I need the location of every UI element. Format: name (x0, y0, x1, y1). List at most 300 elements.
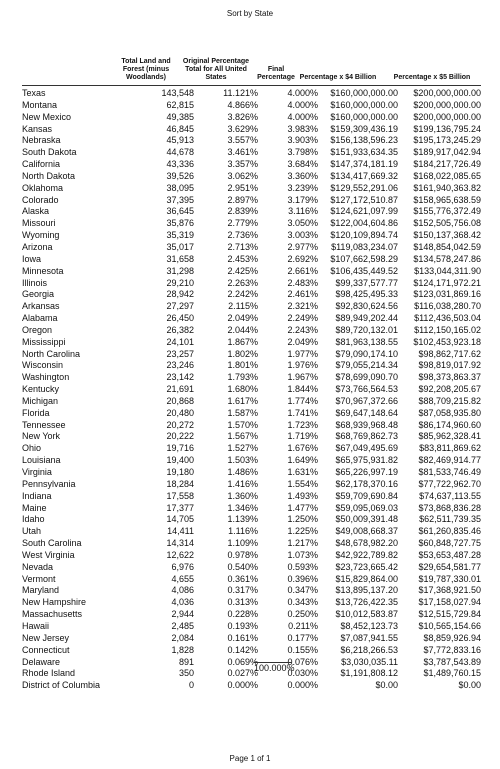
amount-five-billion: $152,505,756.08 (413, 218, 481, 229)
page-title: Sort by State (226, 9, 274, 18)
amount-five-billion: $200,000,000.00 (413, 111, 481, 122)
original-percentage: 1.346% (227, 502, 258, 513)
final-percentage: 0.396% (287, 573, 318, 584)
state-name: South Carolina (22, 538, 82, 549)
amount-four-billion: $120,109,894.74 (330, 230, 398, 241)
table-header (0, 44, 500, 86)
table-row (22, 124, 481, 136)
table-row (22, 443, 481, 455)
amount-four-billion: $122,004,604.86 (330, 218, 398, 229)
final-percentage: 3.360% (287, 170, 318, 181)
state-name: Hawaii (22, 620, 50, 631)
original-percentage: 0.069% (227, 656, 258, 667)
amount-five-billion: $61,260,835.46 (418, 526, 481, 537)
amount-four-billion: $160,000,000.00 (330, 111, 398, 122)
land-area: 143,548 (161, 88, 194, 98)
original-percentage: 0.000% (227, 680, 258, 691)
state-name: North Dakota (22, 170, 76, 181)
state-name: Pennsylvania (22, 478, 76, 489)
final-percentage: 2.461% (287, 289, 318, 300)
table-row (22, 135, 481, 147)
header-divider (22, 85, 481, 86)
final-percentage: 4.000% (287, 111, 318, 122)
land-area: 20,272 (166, 419, 194, 430)
table-row (22, 301, 481, 313)
original-percentage: 2.049% (227, 313, 258, 324)
final-percentage: 3.116% (288, 206, 318, 217)
original-percentage: 2.713% (227, 241, 258, 252)
amount-four-billion: $42,922,789.82 (335, 549, 398, 560)
amount-four-billion: $68,769,862.73 (335, 431, 398, 442)
amount-four-billion: $98,425,495.33 (335, 289, 398, 300)
amount-five-billion: $29,654,581.77 (418, 561, 481, 572)
state-name: Montana (22, 99, 58, 110)
final-percentage: 0.030% (287, 668, 318, 679)
table-row (22, 230, 481, 242)
amount-five-billion: $1,489,760.15 (423, 668, 481, 679)
state-name: Maine (22, 502, 47, 513)
land-area: 18,284 (166, 478, 194, 489)
original-percentage: 0.228% (227, 609, 258, 620)
amount-five-billion: $73,868,836.28 (418, 502, 481, 513)
land-area: 2,485 (171, 620, 194, 631)
header-four-billion: Percentage x $4 Billion (299, 74, 377, 81)
final-percentage: 0.000% (287, 680, 318, 691)
final-percentage-total: 100.000% (254, 663, 295, 673)
land-area: 36,645 (166, 206, 194, 217)
table-row (22, 313, 481, 325)
state-name: Nebraska (22, 135, 61, 146)
table-row (22, 645, 481, 657)
amount-five-billion: $83,811,869.62 (419, 443, 481, 454)
amount-four-billion: $62,178,370.16 (335, 478, 398, 489)
amount-four-billion: $92,830,624.56 (335, 301, 398, 312)
land-area: 35,876 (166, 218, 194, 229)
final-percentage: 1.631% (287, 467, 318, 477)
table-row (22, 657, 481, 669)
state-name: Oregon (22, 324, 53, 335)
original-percentage: 4.866% (227, 99, 258, 110)
land-area: 62,815 (166, 99, 194, 110)
final-percentage: 0.347% (287, 585, 318, 596)
amount-five-billion: $200,000,000.00 (413, 88, 481, 98)
final-percentage: 1.217% (287, 538, 318, 549)
final-percentage: 2.661% (287, 265, 318, 276)
amount-five-billion: $53,653,487.28 (418, 549, 481, 560)
amount-four-billion: $1,191,808.12 (340, 668, 398, 679)
original-percentage: 2.779% (227, 218, 258, 229)
state-name: New Hampshire (22, 597, 87, 608)
land-area: 28,942 (166, 289, 194, 300)
amount-five-billion: $85,962,328.41 (418, 431, 481, 442)
state-name: Washington (22, 372, 70, 383)
state-name: West Virginia (22, 549, 75, 560)
amount-five-billion: $60,848,727.75 (418, 538, 481, 549)
amount-four-billion: $156,138,596.23 (330, 135, 398, 146)
amount-four-billion: $160,000,000.00 (330, 99, 398, 110)
land-area: 19,716 (166, 443, 194, 454)
land-area: 49,385 (166, 111, 194, 122)
amount-four-billion: $3,030,035.11 (341, 656, 398, 667)
state-name: Massachusetts (22, 609, 83, 620)
table-row (22, 171, 481, 183)
table-row (22, 621, 481, 633)
original-percentage: 0.027% (227, 668, 258, 679)
table-row (22, 633, 481, 645)
original-percentage: 0.142% (227, 644, 258, 655)
amount-four-billion: $99,337,577.77 (335, 277, 398, 288)
original-percentage: 1.360% (227, 490, 258, 501)
amount-five-billion: $112,436,503.04 (414, 313, 481, 324)
final-percentage: 3.050% (287, 218, 318, 229)
amount-four-billion: $68,939,968.48 (335, 419, 398, 430)
amount-five-billion: $92,208,205.67 (418, 384, 481, 395)
amount-five-billion: $161,940,363.82 (413, 182, 481, 193)
table-row (22, 574, 481, 586)
table-row (22, 183, 481, 195)
original-percentage: 0.317% (227, 585, 258, 596)
header-area: Total Land and Forest (minus Woodlands) (121, 58, 171, 81)
table-row (22, 337, 481, 349)
final-percentage: 1.477% (287, 502, 318, 513)
land-area: 14,411 (167, 526, 194, 537)
state-name: New Mexico (22, 111, 72, 122)
amount-four-billion: $129,552,291.06 (330, 182, 398, 193)
original-percentage: 11.121% (223, 88, 258, 98)
land-area: 20,868 (166, 395, 194, 406)
table-row (22, 88, 481, 100)
table-row (22, 254, 481, 266)
state-name: Iowa (22, 253, 42, 264)
amount-four-billion: $89,720,132.01 (335, 324, 398, 335)
amount-five-billion: $199,136,795.24 (413, 123, 481, 134)
final-percentage: 1.967% (287, 372, 318, 383)
amount-four-billion: $50,009,391.48 (335, 514, 398, 525)
table-row (22, 372, 481, 384)
original-percentage: 0.978% (227, 549, 258, 560)
amount-four-billion: $15,829,864.00 (335, 573, 398, 584)
table-row (22, 609, 481, 621)
final-percentage: 3.798% (287, 147, 318, 158)
table-row (22, 668, 481, 680)
final-percentage: 1.676% (287, 443, 318, 454)
amount-four-billion: $70,967,372.66 (335, 395, 398, 406)
table-row (22, 360, 481, 372)
table-row (22, 195, 481, 207)
state-name: California (22, 159, 61, 170)
original-percentage: 1.527% (227, 443, 258, 454)
amount-four-billion: $79,055,214.34 (335, 360, 398, 371)
state-name: Nevada (22, 561, 54, 572)
table-row (22, 112, 481, 124)
original-percentage: 1.109% (227, 538, 258, 549)
original-percentage: 3.557% (227, 135, 258, 146)
amount-five-billion: $17,158,027.94 (418, 597, 481, 608)
final-percentage: 1.225% (287, 526, 318, 537)
land-area: 19,400 (166, 455, 194, 466)
amount-four-billion: $147,374,181.19 (330, 159, 398, 170)
final-percentage: 1.774% (287, 395, 318, 406)
original-percentage: 2.242% (227, 289, 258, 300)
land-area: 37,395 (166, 194, 194, 205)
table-row (22, 597, 481, 609)
amount-four-billion: $59,709,690.84 (335, 490, 398, 501)
land-area: 14,705 (166, 514, 194, 525)
table-row (22, 266, 481, 278)
amount-four-billion: $89,949,202.44 (335, 313, 398, 324)
amount-five-billion: $123,031,869.16 (413, 289, 481, 300)
original-percentage: 3.461% (227, 147, 258, 158)
original-percentage: 3.629% (227, 123, 258, 134)
final-percentage: 1.719% (287, 431, 318, 442)
amount-four-billion: $13,726,422.35 (335, 597, 398, 608)
land-area: 21,691 (166, 384, 194, 395)
amount-four-billion: $6,218,266.53 (340, 644, 398, 655)
original-percentage: 2.115% (228, 301, 258, 312)
state-name: District of Columbia (22, 680, 101, 691)
original-percentage: 2.425% (227, 265, 258, 276)
table-row (22, 431, 481, 443)
table-row (22, 526, 481, 538)
state-table (22, 88, 481, 692)
state-name: Idaho (22, 514, 45, 525)
land-area: 12,622 (166, 549, 194, 560)
final-percentage: 0.250% (287, 609, 318, 620)
table-row (22, 680, 481, 692)
amount-five-billion: $98,862,717.62 (418, 348, 481, 359)
amount-five-billion: $168,022,085.65 (413, 170, 481, 181)
land-area: 38,095 (166, 182, 194, 193)
final-percentage: 4.000% (287, 88, 318, 98)
table-row (22, 562, 481, 574)
header-five-billion: Percentage x $5 Billion (393, 74, 471, 81)
final-percentage: 0.076% (287, 656, 318, 667)
original-percentage: 1.139% (227, 514, 258, 525)
original-percentage: 2.263% (227, 277, 258, 288)
state-name: Arizona (22, 241, 53, 252)
amount-five-billion: $82,469,914.77 (418, 455, 481, 466)
final-percentage: 0.343% (287, 597, 318, 608)
amount-five-billion: $3,787,543.89 (423, 656, 481, 667)
amount-four-billion: $65,226,997.19 (335, 467, 398, 477)
amount-five-billion: $158,965,638.59 (413, 194, 481, 205)
table-row (22, 585, 481, 597)
final-percentage: 0.177% (287, 632, 318, 643)
amount-five-billion: $184,217,726.49 (413, 159, 481, 170)
land-area: 2,944 (171, 609, 194, 620)
table-row (22, 467, 481, 479)
state-name: South Dakota (22, 147, 77, 158)
land-area: 4,655 (171, 573, 194, 584)
original-percentage: 2.897% (227, 194, 258, 205)
final-percentage: 1.977% (287, 348, 318, 359)
amount-four-billion: $151,933,634.35 (330, 147, 398, 158)
state-name: Arkansas (22, 301, 60, 312)
amount-five-billion: $150,137,368.42 (413, 230, 481, 241)
amount-five-billion: $77,722,962.70 (418, 478, 481, 489)
table-row (22, 479, 481, 491)
original-percentage: 0.540% (227, 561, 258, 572)
final-percentage: 1.844% (287, 384, 318, 395)
final-percentage: 4.000% (287, 99, 318, 110)
amount-four-billion: $65,975,931.82 (335, 455, 398, 466)
state-name: New York (22, 431, 61, 442)
amount-five-billion: $19,787,330.01 (418, 573, 481, 584)
state-table-body (22, 88, 481, 692)
amount-five-billion: $134,578,247.86 (413, 253, 481, 264)
amount-four-billion: $48,678,982.20 (335, 538, 398, 549)
final-percentage: 2.243% (287, 324, 318, 335)
amount-four-billion: $0.00 (375, 680, 398, 691)
land-area: 46,845 (166, 123, 194, 134)
state-name: Georgia (22, 289, 55, 300)
original-percentage: 1.801% (227, 360, 258, 371)
state-name: Wisconsin (22, 360, 64, 371)
original-percentage: 1.116% (228, 526, 258, 537)
land-area: 44,678 (166, 147, 194, 158)
amount-five-billion: $87,058,935.80 (418, 407, 481, 418)
amount-four-billion: $159,309,436.19 (330, 123, 398, 134)
amount-four-billion: $127,172,510.87 (330, 194, 398, 205)
table-row (22, 384, 481, 396)
amount-five-billion: $62,511,739.35 (419, 514, 481, 525)
state-name: Illinois (22, 277, 48, 288)
land-area: 23,246 (166, 360, 194, 371)
final-percentage: 1.976% (287, 360, 318, 371)
amount-five-billion: $10,565,154.66 (418, 620, 481, 631)
amount-four-billion: $59,095,069.03 (335, 502, 398, 513)
amount-five-billion: $155,776,372.49 (413, 206, 481, 217)
state-name: Texas (22, 88, 46, 98)
original-percentage: 1.617% (227, 395, 258, 406)
state-name: Utah (22, 526, 42, 537)
state-name: Delaware (22, 656, 61, 667)
amount-four-billion: $23,723,665.42 (335, 561, 398, 572)
amount-five-billion: $200,000,000.00 (413, 99, 481, 110)
original-percentage: 3.062% (227, 170, 258, 181)
original-percentage: 1.486% (227, 467, 258, 477)
table-row (22, 455, 481, 467)
final-percentage: 1.554% (287, 478, 318, 489)
final-percentage: 0.211% (288, 620, 318, 631)
amount-five-billion: $189,917,042.94 (413, 147, 481, 158)
state-name: Minnesota (22, 265, 64, 276)
final-percentage: 1.649% (287, 455, 318, 466)
final-percentage: 2.977% (287, 241, 318, 252)
table-row (22, 349, 481, 361)
amount-five-billion: $98,819,017.92 (418, 360, 481, 371)
original-percentage: 2.453% (227, 253, 258, 264)
final-percentage: 1.723% (287, 419, 318, 430)
table-row (22, 100, 481, 112)
amount-four-billion: $8,452,123.73 (340, 620, 398, 631)
land-area: 17,377 (166, 502, 194, 513)
state-name: North Carolina (22, 348, 81, 359)
land-area: 31,658 (166, 253, 194, 264)
original-percentage: 2.951% (227, 182, 258, 193)
state-name: Kentucky (22, 384, 60, 395)
table-row (22, 491, 481, 503)
amount-five-billion: $81,533,746.49 (418, 467, 481, 477)
amount-four-billion: $7,087,941.55 (340, 632, 398, 643)
land-area: 20,222 (166, 431, 194, 442)
amount-four-billion: $10,012,583.87 (335, 609, 398, 620)
state-name: Missouri (22, 218, 56, 229)
state-name: Louisiana (22, 455, 61, 466)
original-percentage: 2.839% (227, 206, 258, 217)
state-name: Colorado (22, 194, 59, 205)
header-original-percentage: Original Percentage Total for All United States (182, 58, 250, 81)
amount-four-billion: $160,000,000.00 (330, 88, 398, 98)
amount-four-billion: $81,963,138.55 (335, 336, 398, 347)
land-area: 27,297 (166, 301, 194, 312)
original-percentage: 1.802% (227, 348, 258, 359)
table-row (22, 420, 481, 432)
final-percentage: 2.321% (287, 301, 318, 312)
amount-four-billion: $119,083,234.07 (331, 241, 398, 252)
original-percentage: 3.826% (227, 111, 258, 122)
final-percentage: 3.003% (287, 230, 318, 241)
amount-five-billion: $7,772,833.16 (423, 644, 481, 655)
original-percentage: 2.044% (227, 324, 258, 335)
amount-five-billion: $116,038,280.70 (414, 301, 481, 312)
land-area: 24,101 (166, 336, 194, 347)
table-row (22, 289, 481, 301)
header-final-percentage: Final Percentage (257, 66, 295, 81)
state-name: Oklahoma (22, 182, 64, 193)
original-percentage: 0.361% (227, 573, 258, 584)
state-name: Florida (22, 407, 50, 418)
original-percentage: 1.793% (227, 372, 258, 383)
amount-five-billion: $12,515,729.84 (418, 609, 481, 620)
land-area: 19,180 (166, 467, 194, 477)
final-percentage: 2.049% (287, 336, 318, 347)
table-row (22, 218, 481, 230)
original-percentage: 3.357% (227, 159, 258, 170)
amount-five-billion: $133,044,311.90 (414, 265, 481, 276)
table-row (22, 408, 481, 420)
land-area: 31,298 (166, 265, 194, 276)
amount-four-billion: $13,895,137.20 (335, 585, 398, 596)
land-area: 17,558 (166, 490, 194, 501)
amount-five-billion: $74,637,113.55 (419, 490, 481, 501)
table-row (22, 325, 481, 337)
final-percentage: 2.483% (287, 277, 318, 288)
state-name: Kansas (22, 123, 53, 134)
land-area: 350 (178, 668, 194, 679)
amount-five-billion: $148,854,042.59 (413, 241, 481, 252)
amount-five-billion: $112,150,165.02 (414, 324, 481, 335)
amount-five-billion: $86,174,960.60 (418, 419, 481, 430)
table-row (22, 147, 481, 159)
state-name: Alabama (22, 313, 58, 324)
amount-five-billion: $98,373,863.37 (418, 372, 481, 383)
land-area: 891 (178, 656, 194, 667)
table-row (22, 538, 481, 550)
amount-four-billion: $107,662,598.29 (330, 253, 398, 264)
final-percentage: 3.179% (287, 194, 318, 205)
amount-four-billion: $124,621,097.99 (330, 206, 398, 217)
amount-five-billion: $17,368,921.50 (418, 585, 481, 596)
amount-five-billion: $102,453,923.18 (413, 336, 481, 347)
state-name: Michigan (22, 395, 59, 406)
amount-five-billion: $88,709,215.82 (418, 395, 481, 406)
amount-five-billion: $0.00 (458, 680, 481, 691)
amount-four-billion: $134,417,669.32 (330, 170, 398, 181)
amount-four-billion: $79,090,174.10 (335, 348, 398, 359)
final-percentage: 3.983% (287, 123, 318, 134)
land-area: 4,036 (171, 597, 194, 608)
